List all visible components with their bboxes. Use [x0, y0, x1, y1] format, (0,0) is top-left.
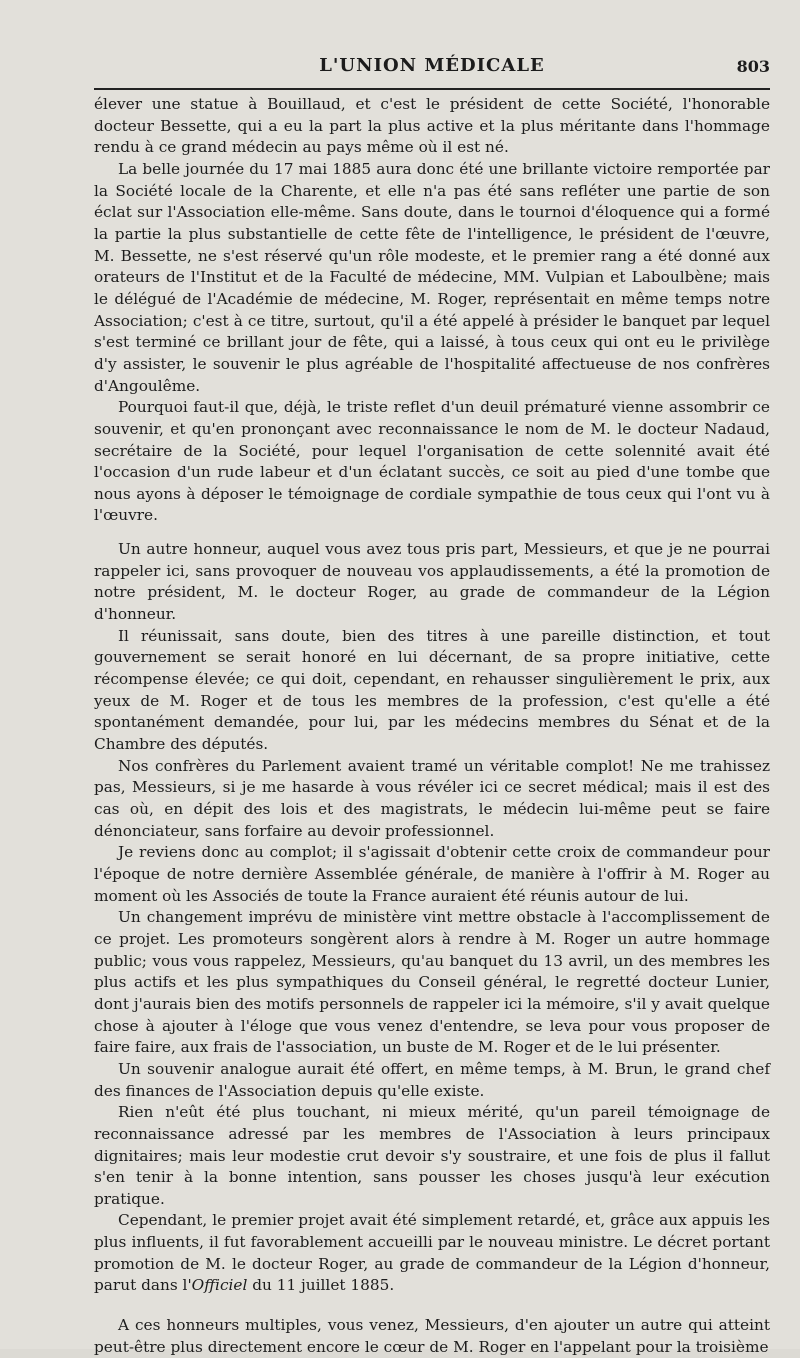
page-number: 803	[736, 57, 770, 76]
paragraph-text: Cependant, le premier projet avait été simplement retardé, et, grâce aux appuis les plus influents, il fut favorablement accueilli par le nouveau ministre. Le décret portant promotion de M. le docteur Roger, au grade de commandeur de la Légion d'honneur, parut dans l'	[94, 1211, 770, 1295]
running-title: L'UNION MÉDICALE	[319, 55, 545, 76]
paragraph: Pourquoi faut-il que, déjà, le triste reflet d'un deuil prématuré vienne assombrir ce souvenir, et qu'en prononçant avec reconnaissance le nom de M. le docteur Nadaud, secrétaire de la Société, pour lequel l'organisation de cette solennité avait été l'occasion d'un rude labeur et d'un éclatant succès, ce soit au pied d'une tombe que nous ayons à déposer le témoignage de cordiale sympathie de tous ceux qui l'ont vu à l'œuvre.	[94, 398, 770, 525]
paragraph: La belle journée du 17 mai 1885 aura donc été une brillante victoire remportée par la Société locale de la Charente, et elle n'a pas été sans refléter une partie de son éclat sur l'Association elle-même. Sans doute, dans le tournoi d'éloquence qui a formé la partie la plus substantielle de cette fête de l'intelligence, le président de l'œuvre, M. Bessette, ne s'est réservé qu'un rôle modeste, et le premier rang a été donné aux orateurs de l'Institut et de la Faculté de médecine, MM. Vulpian et Laboulbène; mais le délégué de l'Académie de médecine, M. Roger, représentait en même temps notre Association; c'est à ce titre, surtout, qu'il a été appelé à présider le banquet par lequel s'est terminé ce brillant jour de fête, qui a laissé, à tous ceux qui ont eu le privilège d'y assister, le souvenir le plus agréable de l'hospitalité affectueuse de nos confrères d'Angoulême.	[94, 159, 770, 395]
paragraph: élever une statue à Bouillaud, et c'est le président de cette Société, l'honorable docteur Bessette, qui a eu la part la plus active et la plus méritante dans l'hommage rendu à ce grand médecin au pays même où il est né.	[94, 95, 770, 157]
paragraph: Je reviens donc au complot; il s'agissait d'obtenir cette croix de commandeur pour l'époque de notre dernière Assemblée générale, de manière à l'offrir à M. Roger au moment où les Associés de toute la France auraient été réunis autour de lui.	[94, 843, 770, 905]
header-rule	[94, 88, 770, 90]
paragraph: Un autre honneur, auquel vous avez tous pris part, Messieurs, et que je ne pourrai rappeler ici, sans provoquer de nouveau vos applaudissements, a été la promotion de notre président, M. le docteur Roger, au grade de commandeur de la Légion d'honneur.	[94, 540, 770, 624]
paragraph-text: du 11 juillet 1885.	[247, 1276, 395, 1295]
paragraph: Un souvenir analogue aurait été offert, en même temps, à M. Brun, le grand chef des finances de l'Association depuis qu'elle existe.	[94, 1059, 770, 1100]
paragraph: Il réunissait, sans doute, bien des titres à une pareille distinction, et tout gouvernement se serait honoré en lui décernant, de sa propre initiative, cette récompense élevée; ce qui doit, cependant, en rehausser singulièrement le prix, aux yeux de M. Roger et de tous les membres de la profession, c'est qu'elle a été spontanément demandée, pour lui, par les médecins membres du Sénat et de la Chambre des députés.	[94, 626, 770, 754]
paragraph	[94, 1210, 770, 1297]
paragraph: Rien n'eût été plus touchant, ni mieux mérité, qu'un pareil témoignage de reconnaissance adressé par les membres de l'Association à leurs principaux dignitaires; mais leur modestie crut devoir s'y soustraire, et une fois de plus il fallut s'en tenir à la bonne intention, sans pousser les choses jusqu'à leur exécution pratique.	[94, 1103, 770, 1208]
body-text	[94, 94, 770, 1358]
journal-title: Officiel	[191, 1276, 248, 1295]
paragraph: Un changement imprévu de ministère vint mettre obstacle à l'accomplissement de ce projet. Les promoteurs songèrent alors à rendre à M. Roger un autre hommage public; vous vous rappelez, Messieurs, qu'au banquet du 13 avril, un des membres les plus actifs et les plus sympathiques du Conseil général, le regretté docteur Lunier, dont j'aurais bien des motifs personnels de rappeler ici la mémoire, s'il y avait quelque chose à ajouter à l'éloge que vous venez d'entendre, se leva pour vous proposer de faire faire, aux frais de l'association, un buste de M. Roger et de le lui présenter.	[94, 908, 770, 1057]
paragraph: A ces honneurs multiples, vous venez, Messieurs, d'en ajouter un autre qui atteint peut-être plus directement encore le cœur de M. Roger en l'appelant pour la troisième	[94, 1316, 770, 1356]
page-header	[94, 55, 770, 85]
paragraph: Nos confrères du Parlement avaient tramé un véritable complot! Ne me trahissez pas, Messieurs, si je me hasarde à vous révéler ici ce secret médical; mais il est des cas où, en dépit des lois et des magistrats, le médecin lui-même peut se faire dénonciateur, sans forfaire au devoir professionnel.	[94, 756, 770, 840]
